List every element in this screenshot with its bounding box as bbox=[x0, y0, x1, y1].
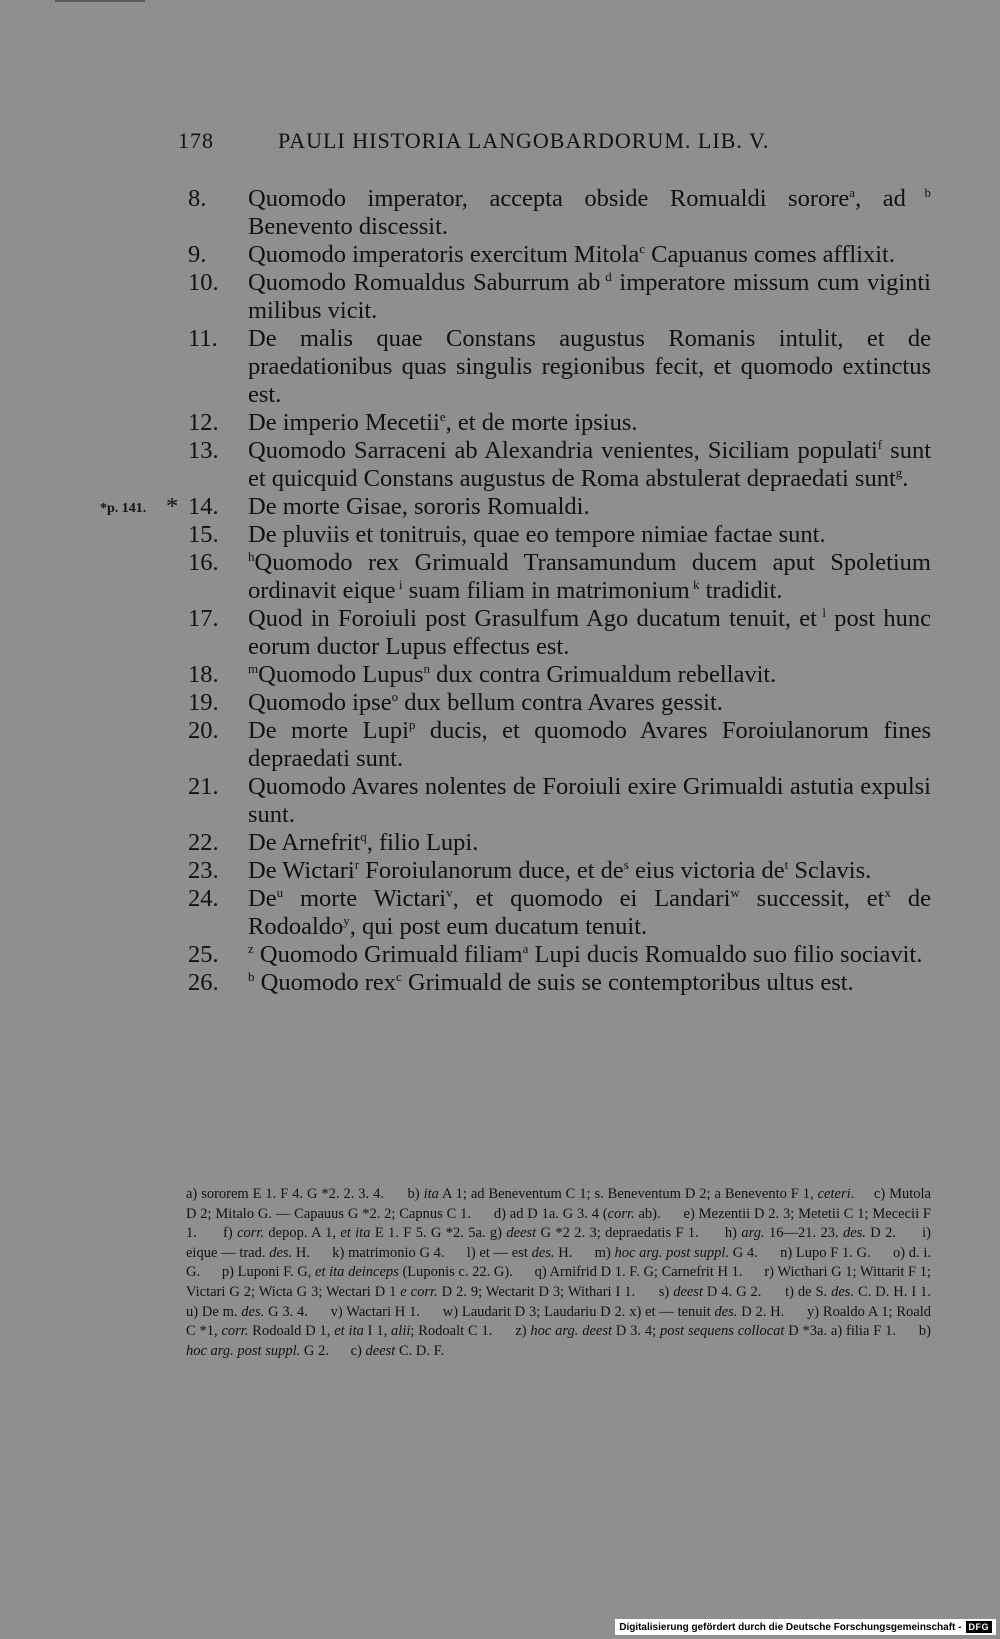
chapter-title: De$^u$ morte Wictari$^v$, et quomodo ei Landari$^w$ successit, $et^x$ de Rodoaldo$^y$, qui post eum ducatum tenuit. bbox=[248, 884, 932, 940]
chapter-number: 20. bbox=[188, 717, 219, 744]
chapter-list bbox=[100, 184, 932, 997]
chapter-number: 23. bbox=[188, 857, 219, 884]
scan-edge-mark bbox=[55, 0, 145, 2]
chapter-title: De morte Gisae, sororis Romualdi. bbox=[248, 493, 590, 520]
chapter-number: 12. bbox=[188, 409, 219, 436]
chapter-number: 21. bbox=[188, 773, 219, 800]
chapter-entry bbox=[178, 773, 931, 829]
chapter-number: 14. bbox=[188, 493, 219, 520]
running-title: PAULI HISTORIA LANGOBARDORUM. LIB. V. bbox=[278, 128, 770, 153]
chapter-title: $^z$ Quomodo Grimuald filiam$^a$ Lupi ducis Romualdo suo filio sociavit. bbox=[248, 940, 923, 968]
chapter-title: Quomodo Romualdus Saburrum ab $^d$ imperatore missum cum viginti milibus vicit. bbox=[248, 268, 931, 324]
chapter-title: Quomodo Sarraceni ab Alexandria venientes, Siciliam populati$^f$ sunt et quicquid Constans augustus de Roma abstulerat depraedati sunt$^g$. bbox=[248, 436, 931, 492]
chapter-entry bbox=[178, 717, 931, 773]
chapter-entry bbox=[178, 269, 931, 325]
chapter-number: 24. bbox=[188, 885, 219, 912]
running-header bbox=[178, 128, 858, 154]
chapter-number: 15. bbox=[188, 521, 219, 548]
page-number: 178 bbox=[178, 128, 214, 153]
dfg-logo-icon: DFG bbox=[966, 1621, 993, 1633]
chapter-title: Quod in Foroiuli post Grasulfum Ago ducatum tenuit, et $^l$ post hunc eorum ductor Lupus effectus est. bbox=[248, 604, 931, 660]
chapter-number: 19. bbox=[188, 689, 219, 716]
chapter-title: $^h$Quomodo rex Grimuald Transamundum ducem aput Spoletium ordinavit eique $^i$ suam filiam in matrimonium $^k$ tradidit. bbox=[248, 548, 931, 604]
chapter-number: 13. bbox=[188, 437, 219, 464]
chapter-entry bbox=[178, 969, 931, 997]
chapter-number: 17. bbox=[188, 605, 219, 632]
margin-page-ref: *p. 141. bbox=[100, 501, 147, 516]
chapter-number: 22. bbox=[188, 829, 219, 856]
chapter-title: De morte Lupi$^p$ ducis, et quomodo Avares Foroiulanorum fines depraedati sunt. bbox=[248, 716, 931, 772]
chapter-title: $^m$Quomodo Lupus$^n$ dux contra Grimualdum rebellavit. bbox=[248, 660, 777, 688]
chapter-number: 18. bbox=[188, 661, 219, 688]
chapter-entry bbox=[178, 325, 931, 409]
chapter-number: 9. bbox=[188, 241, 207, 268]
chapter-title: Quomodo imperatoris exercitum Mitola$^c$ Capuanus comes afflixit. bbox=[248, 240, 895, 268]
chapter-entry bbox=[178, 409, 931, 437]
chapter-entry bbox=[178, 521, 931, 549]
chapter-entry bbox=[178, 185, 931, 241]
chapter-number: 11. bbox=[188, 325, 218, 352]
chapter-number: 26. bbox=[188, 969, 219, 996]
chapter-title: De pluviis et tonitruis, quae eo tempore nimiae factae sunt. bbox=[248, 521, 826, 548]
chapter-entry bbox=[178, 605, 931, 661]
chapter-title: De imperio Mecetii$^e$, et de morte ipsius. bbox=[248, 408, 638, 436]
chapter-title: $^b$ Quomodo rex$^c$ Grimuald de suis se contemptoribus ultus est. bbox=[248, 968, 854, 996]
chapter-number: 10. bbox=[188, 269, 219, 296]
chapter-title: Quomodo ipse$^o$ dux bellum contra Avares gessit. bbox=[248, 688, 723, 716]
footer-credit bbox=[615, 1619, 996, 1635]
chapter-title: Quomodo Avares nolentes de Foroiuli exire Grimualdi astutia expulsi sunt. bbox=[248, 773, 931, 828]
chapter-entry bbox=[178, 241, 931, 269]
chapter-title: Quomodo imperator, accepta obside Romualdi sorore$^a$, ad $^b$ Benevento discessit. bbox=[248, 184, 932, 240]
chapter-number: 25. bbox=[188, 941, 219, 968]
chapter-entry bbox=[178, 549, 931, 605]
chapter-entry bbox=[178, 885, 931, 941]
chapter-entry bbox=[178, 661, 931, 689]
chapter-title: De Arnefrit$^q$, filio Lupi. bbox=[248, 828, 479, 856]
chapter-title: De Wictari$^r$ Foroiulanorum duce, et $de^s$ eius victoria $de^t$ Sclavis. bbox=[248, 856, 872, 884]
chapter-entry bbox=[178, 437, 931, 493]
chapter-entry bbox=[178, 829, 931, 857]
chapter-title: De malis quae Constans augustus Romanis intulit, et de praedationibus quas singulis regionibus fecit, et quomodo extinctus est. bbox=[248, 325, 931, 408]
chapter-number: 16. bbox=[188, 549, 219, 576]
page-break-mark: * bbox=[166, 493, 179, 520]
chapter-entry bbox=[178, 941, 931, 969]
footer-text: Digitalisierung gefördert durch die Deutsche Forschungsgemeinschaft - bbox=[619, 1621, 962, 1633]
chapter-entry bbox=[178, 857, 931, 885]
chapter-number: 8. bbox=[188, 185, 207, 212]
footnotes: a) sororem E 1. F 4. G *2. 2. 3. 4. b) ita A 1; ad Beneventum C 1; s. Beneventum D 2; a Benevento F 1, ceteri. c) Mutola D 2; Mitalo G. — Capauus G *2. 2; Capnus C 1. d) ad D 1a. G 3. 4 (corr. ab). e) Mezentii D 2. 3; Metetii C 1; Mececii F 1. f) corr. depop. A 1, et ita E 1. F 5. G *2. 5a. g) deest G *2 2. 3; depraedatis F 1. h) arg. 16—21. 23. des. D 2. i) eique — trad. des. H. k) matrimonio G 4. l) et — est des. H. m) hoc arg. post suppl. G 4. n) Lupo F 1. G. o) d. i. G. p) Luponi F. G, et ita deinceps (Luponis c. 22. G). q) Arnifrid D 1. F. G; Carnefrit H 1. r) Wicthari G 1; Wittarit F 1; Victari G 2; Wicta G 3; Wectari D 1 e corr. D 2. 9; Wectarit D 3; Withari I 1. s) deest D 4. G 2. t) de S. des. C. D. H. I 1. u) De m. des. G 3. 4. v) Wactari H 1. w) Laudarit D 3; Laudariu D 2. x) et — tenuit des. D 2. H. y) Roaldo A 1; Roald C *1, corr. Rodoald D 1, et ita I 1, alii; Rodoalt C 1. z) hoc arg. deest D 3. 4; post sequens collocat D *3a. a) filia F 1. b) hoc arg. post suppl. G 2. c) deest C. D. F. bbox=[186, 1186, 932, 1359]
chapter-entry bbox=[100, 493, 931, 521]
chapter-entry bbox=[178, 689, 931, 717]
